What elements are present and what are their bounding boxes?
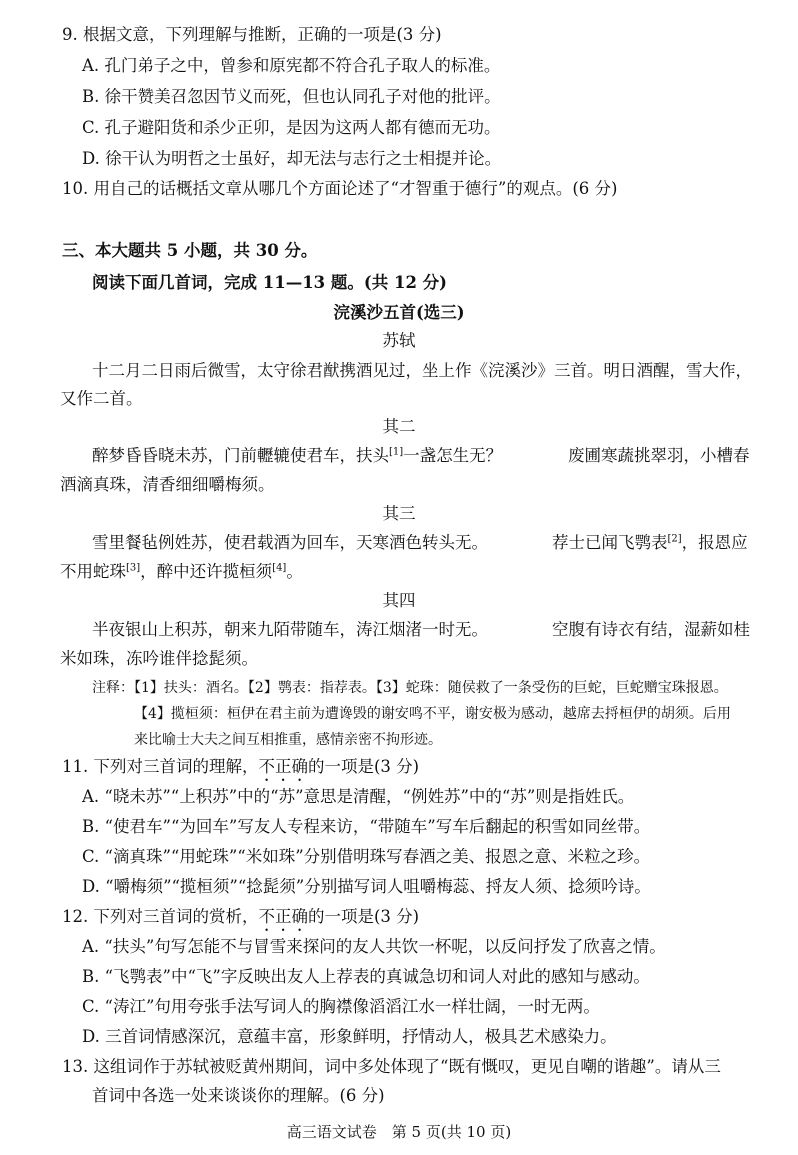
q13-line2: 首词中各选一处来谈谈你的理解。(6 分) [92, 1086, 385, 1105]
poem-author: 苏轼 [382, 331, 416, 350]
poem2-line2: 酒滴真珠，清香细细嚼梅须。 [60, 475, 275, 494]
notes-line2: 【4】揽桓须：桓伊在君主前为遭谗毁的谢安鸣不平，谢安极为感动，越席去捋桓伊的胡须。后用 [134, 706, 731, 722]
notes-line3: 来比喻士大夫之间互相推重，感情亲密不拘形迹。 [134, 732, 442, 748]
q9-option-a: A. 孔门弟子之中，曾参和原宪都不符合孔子取人的标准。 [82, 56, 501, 75]
poem2-line1-right: 废圃寒蔬挑翠羽，小槽春 [568, 446, 750, 465]
q11-emphasis: 不正确 [258, 757, 308, 776]
section3-instruction: 阅读下面几首词，完成 11—13 题。(共 12 分) [92, 273, 447, 292]
q9-option-c: C. 孔子避阳货和杀少正卯，是因为这两人都有德而无功。 [82, 118, 501, 137]
note-marker-2: [2] [667, 533, 682, 545]
notes-line1: 注释：【1】扶头：酒名。【2】鹗表：指荐表。【3】蛇珠：随侯救了一条受伤的巨蛇，巨蛇赠宝珠报恩。 [92, 680, 728, 696]
q9-option-d: D. 徐干认为明哲之士虽好，却无法与志行之士相提并论。 [82, 149, 502, 168]
q12-emphasis: 不正确 [258, 907, 308, 926]
q11-option-a: A. “晓未苏”“上积苏”中的“苏”意思是清醒，“例姓苏”中的“苏”则是指姓氏。 [82, 787, 635, 806]
q12-option-c: C. “涛江”句用夸张手法写词人的胸襟像滔滔江水一样壮阔，一时无两。 [82, 997, 600, 1016]
note-marker-1: [1] [389, 446, 404, 458]
poem2-line1-left: 醉梦昏昏晓未苏，门前轣辘使君车，扶头[1]一盏怎生无？ [92, 446, 503, 465]
poem2-heading: 其二 [382, 417, 416, 436]
poem3-line1-right: 荐士已闻飞鹗表[2]，报恩应 [552, 533, 748, 552]
poem4-heading: 其四 [382, 591, 416, 610]
poem-preface-line2: 又作二首。 [60, 389, 143, 408]
poem3-line2: 不用蛇珠[3]，醉中还许揽桓须[4]。 [60, 562, 303, 581]
q13-line1: 13. 这组词作于苏轼被贬黄州期间，词中多处体现了“既有慨叹，更见自嘲的谐趣”。请从三 [62, 1057, 721, 1076]
q12-option-a: A. “扶头”句写怎能不与冒雪来探问的友人共饮一杯呢，以反问抒发了欣喜之情。 [82, 937, 666, 956]
poem4-line2: 米如珠，冻吟谁伴捻髭须。 [60, 649, 258, 668]
poem3-heading: 其三 [382, 504, 416, 523]
note-marker-3: [3] [126, 562, 141, 574]
section3-header: 三、本大题共 5 小题，共 30 分。 [62, 241, 318, 260]
poem4-line1-right: 空腹有诗衣有结，湿薪如桂 [552, 620, 750, 639]
note-marker-4: [4] [272, 562, 287, 574]
q11-option-c: C. “滴真珠”“用蛇珠”“米如珠”分别借明珠写春酒之美、报恩之意、米粒之珍。 [82, 847, 651, 866]
poem-title: 浣溪沙五首(选三) [333, 303, 465, 322]
page-footer: 高三语文试卷 第 5 页(共 10 页) [286, 1123, 512, 1141]
q12-stem: 12. 下列对三首词的赏析，不正确的一项是(3 分) [62, 907, 420, 926]
q11-option-b: B. “使君车”“为回车”写友人专程来访，“带随车”写车后翻起的积雪如同丝带。 [82, 817, 651, 836]
q9-stem: 9. 根据文意，下列理解与推断，正确的一项是(3 分) [62, 25, 442, 44]
q11-option-d: D. “嚼梅须”“揽桓须”“捻髭须”分别描写词人咀嚼梅蕊、捋友人须、捻须吟诗。 [82, 877, 651, 896]
q9-option-b: B. 徐干赞美召忽因节义而死，但也认同孔子对他的批评。 [82, 87, 501, 106]
q10-stem: 10. 用自己的话概括文章从哪几个方面论述了“才智重于德行”的观点。(6 分) [62, 179, 618, 198]
poem4-line1-left: 半夜银山上积苏，朝来九陌带随车，涛江烟渚一时无。 [92, 620, 488, 639]
q12-option-b: B. “飞鹗表”中“飞”字反映出友人上荐表的真诚急切和词人对此的感知与感动。 [82, 967, 650, 986]
poem3-line1-left: 雪里餐毡例姓苏，使君载酒为回车，天寒酒色转头无。 [92, 533, 488, 552]
poem-preface-line1: 十二月二日雨后微雪，太守徐君猷携酒见过，坐上作《浣溪沙》三首。明日酒醒，雪大作， [92, 361, 752, 380]
q11-stem: 11. 下列对三首词的理解，不正确的一项是(3 分) [62, 757, 420, 776]
q12-option-d: D. 三首词情感深沉，意蕴丰富，形象鲜明，抒情动人，极具艺术感染力。 [82, 1027, 617, 1046]
